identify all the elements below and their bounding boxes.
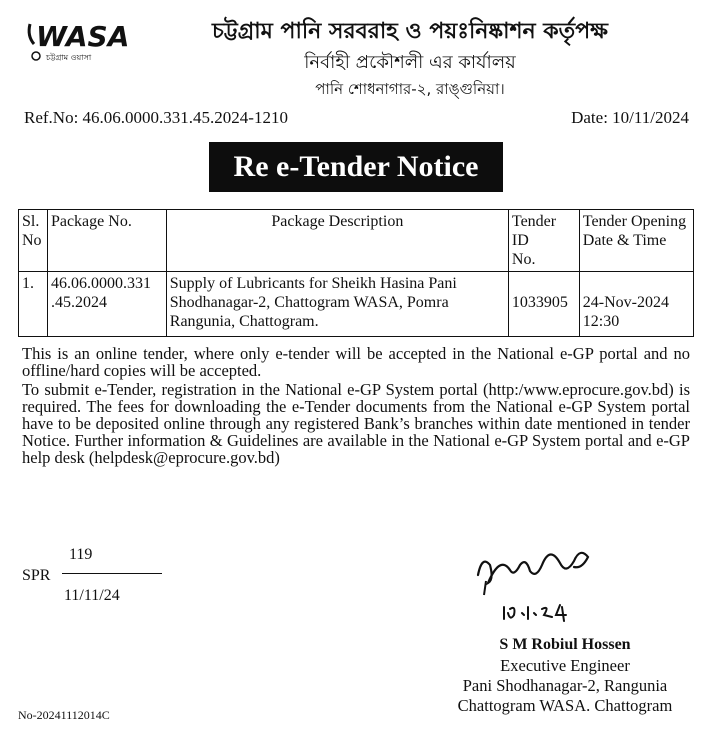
cell-sl: 1. [19, 272, 48, 337]
paragraph-registration: To submit e-Tender, registration in the National e-GP System portal (http:/www.eprocure.gov.bd) is required. The fees for downloading the e-Tender documents from the National e-GP System portal have to be deposited online through any registered Bank’s branches within date mentioned in tender Notice. Further information & Guidelines are available in the National e-GP System portal and e-GP help desk (helpdesk@eprocure.gov.bd) [22, 380, 690, 467]
signer-office-line2: Chattogram WASA. Chattogram [457, 696, 673, 715]
signer-office-line1: Pani Shodhanagar-2, Rangunia [462, 676, 668, 695]
spr-divider [62, 573, 162, 574]
header-package-no: Package No. [47, 210, 166, 272]
reference-number: Ref.No: 46.06.0000.331.45.2024-1210 [24, 108, 288, 127]
tender-table [18, 209, 694, 337]
header-description: Package Description [166, 210, 508, 272]
spr-date: 11/11/24 [64, 587, 120, 604]
cell-opening: 24-Nov-2024 12:30 [579, 272, 693, 337]
wasa-logo [24, 16, 134, 64]
signer-name: S M Robiul Hossen [499, 636, 631, 653]
footer-code: No-20241112014C [18, 708, 110, 722]
header-opening: Tender Opening Date & Time [579, 210, 693, 272]
header-sl: Sl. No [19, 210, 48, 272]
header-tender-id: Tender ID No. [508, 210, 579, 272]
cell-description: Supply of Lubricants for Sheikh Hasina Pani Shodhanagar-2, Chattogram WASA, Pomra Rangunia, Chattogram. [166, 272, 508, 337]
svg-text:চট্টগ্রাম ওয়াসা: চট্টগ্রাম ওয়াসা [46, 53, 92, 62]
svg-text:WASA: WASA [36, 20, 130, 53]
spr-number: 119 [69, 546, 93, 563]
paragraph-online-tender: This is an online tender, where only e-tender will be accepted in the National e-GP portal and no offline/hard copies will be accepted. [22, 344, 690, 380]
notice-date: Date: 10/11/2024 [571, 108, 689, 127]
table-row [19, 272, 694, 337]
organization-title: চট্টগ্রাম পানি সরবরাহ ও পয়ঃনিষ্কাশন কর্তৃপক্ষ [212, 19, 608, 44]
spr-label: SPR [22, 567, 51, 584]
notice-title: Re e-Tender Notice [209, 142, 503, 192]
office-location: পানি শোধনাগার-২, রাঙ্গুনিয়া। [315, 80, 505, 98]
office-name: নির্বাহী প্রকৌশলী এর কার্যালয় [304, 52, 516, 73]
signer-title: Executive Engineer [500, 656, 630, 675]
handwritten-signature [470, 535, 610, 625]
cell-tender-id: 1033905 [508, 272, 579, 337]
cell-package-no: 46.06.0000.331 .45.2024 [47, 272, 166, 337]
table-header-row [19, 210, 694, 272]
